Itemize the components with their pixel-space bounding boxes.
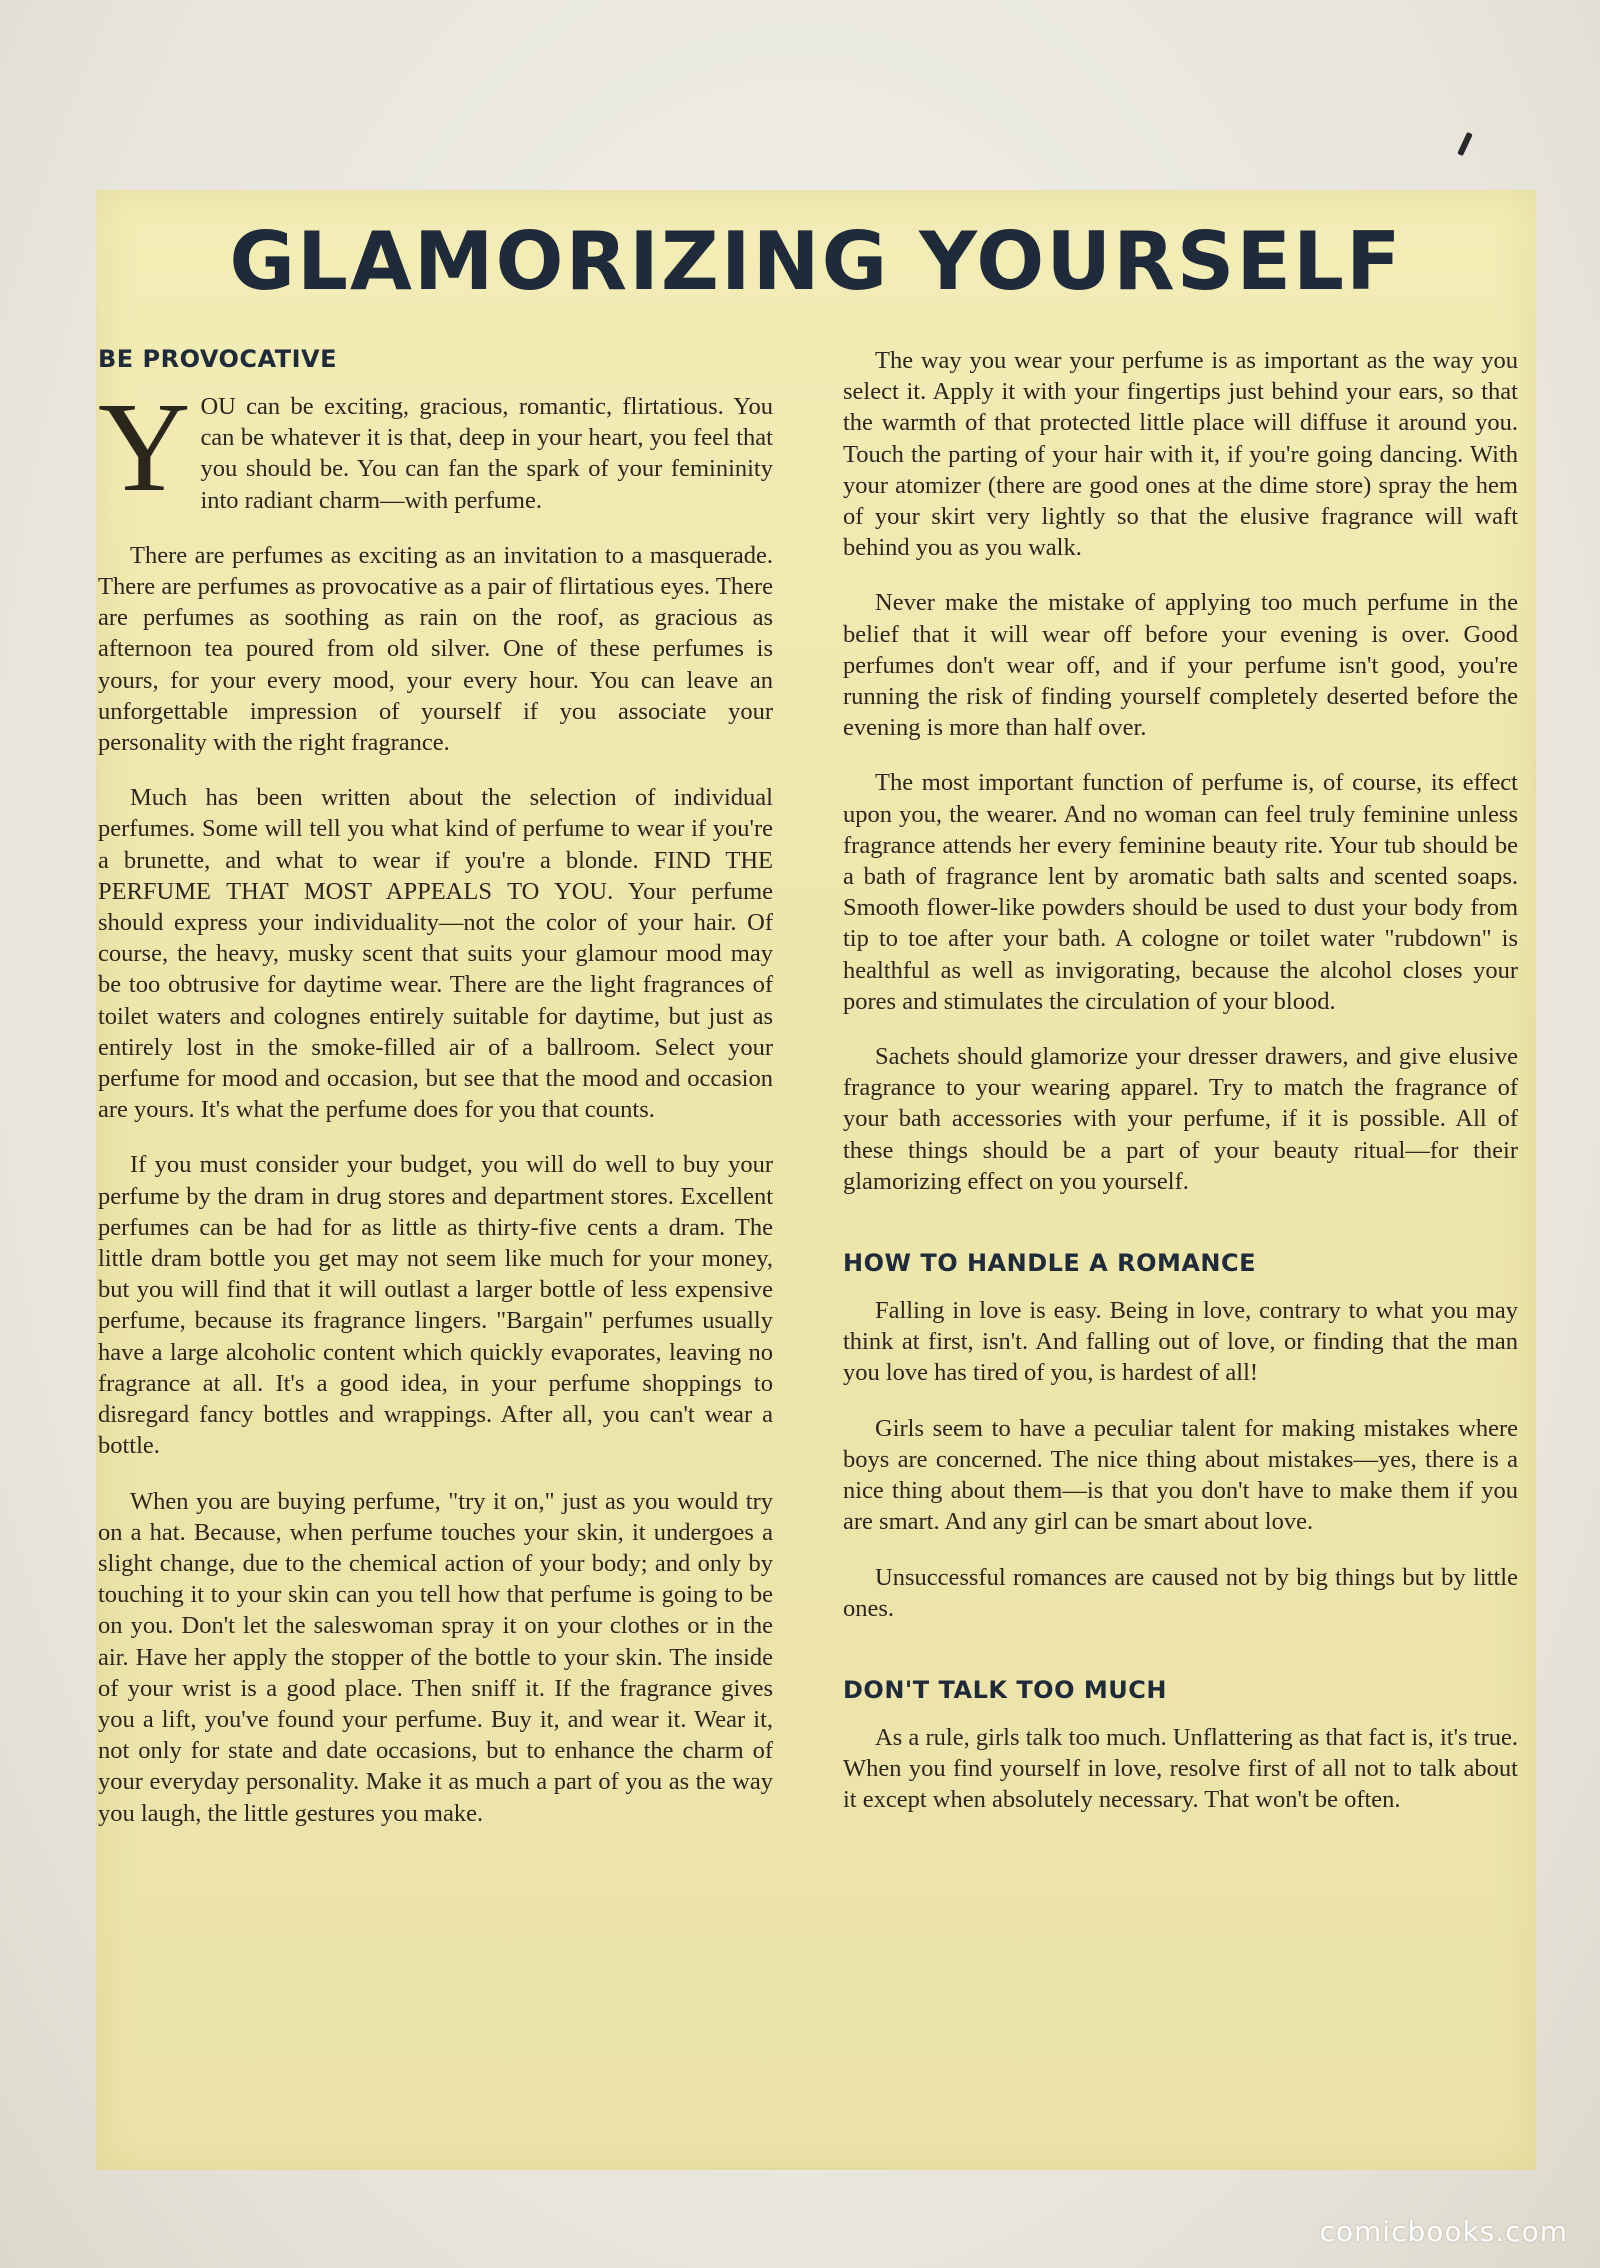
paragraph: If you must consider your budget, you will do well to buy your perfume by the dram in drug stores and department stores. Excellent perfumes can be had for as little as thirty-five cents a dram. The little dram bottle you get may not seem like much for your money, but you will find that it will outlast a larger bottle of less expensive perfume, because its fragrance lingers. "Bargain" perfumes usually have a large alcoholic content which quickly evaporates, leaving no fragrance at all. It's a good idea, in your perfume shoppings to disregard fancy bottles and wrappings. After all, you can't wear a bottle.	[98, 1151, 773, 1460]
paragraph: Sachets should glamorize your dresser drawers, and give elusive fragrance to your wearing apparel. Try to match the fragrance of your bath accessories with your perfume, if it is possible. All of these things should be a part of your beauty ritual—for their glamorizing effect on you yourself.	[843, 1043, 1518, 1195]
watermark: comicbooks.com	[1319, 2215, 1568, 2248]
drop-cap: Y	[98, 376, 191, 518]
paragraph: There are perfumes as exciting as an invitation to a masquerade. There are perfumes as provocative as a pair of flirtatious eyes. There are perfumes as soothing as rain on the roof, as gracious as afternoon tea poured from old silver. One of these perfumes is yours, for your every mood, your every hour. You can leave an unforgettable impression of yourself if you associate your personality with the right fragrance.	[98, 541, 773, 757]
paragraph: When you are buying perfume, "try it on," just as you would try on a hat. Because, when perfume touches your skin, it undergoes a slight change, due to the chemical action of your body; and only by touching it to your skin can you tell how that perfume is going to be on you. Don't let the saleswoman spray it on your clothes or in the air. Have her apply the stopper of the bottle to your skin. The inside of your wrist is a good place. Then sniff it. If the fragrance gives you a lift, you've found your perfume. Buy it, and wear it. Wear it, not only for state and date occasions, but to enhance the charm of your everyday personality. Make it as much a part of you as the way you laugh, the little gestures you make.	[98, 1487, 773, 1827]
left-column	[98, 345, 773, 2160]
article-title: GLAMORIZING YOURSELF	[229, 215, 1403, 308]
paragraph: Much has been written about the selection of individual perfumes. Some will tell you what kind of perfume to wear if you're a brunette, and what to wear if you're a blonde. FIND THE PERFUME THAT MOST APPEALS TO YOU. Your perfume should express your individuality—not the color of your hair. Of course, the heavy, musky scent that suits your glamour mood may be too obtrusive for daytime wear. There are the light fragrances of toilet waters and colognes entirely suitable for daytime, but just as entirely lost in the smoke-filled air of a ballroom. Select your perfume for mood and occasion, but see that the mood and occasion are yours. It's what the perfume does for you that counts.	[98, 784, 773, 1124]
section-heading-romance: HOW TO HANDLE A ROMANCE	[843, 1249, 1257, 1278]
paragraph: The most important function of perfume is, of course, its effect upon you, the wearer. And no woman can feel truly feminine unless fragrance attends her every feminine beauty rite. Your tub should be a bath of fragrance lent by aromatic bath salts and scented soaps. Smooth flower-like powders should be used to dust your body from tip to toe after your bath. A cologne or toilet water "rubdown" is healthful as well as invigorating, because the alcohol closes your pores and stimulates the circulation of your blood.	[843, 769, 1518, 1015]
paragraph: Falling in love is easy. Being in love, contrary to what you may think at first, isn't. And falling out of love, or finding that the man you love has tired of you, is hardest of all!	[843, 1297, 1518, 1387]
paragraph: Girls seem to have a peculiar talent for making mistakes where boys are concerned. The nice thing about mistakes—yes, there is a nice thing about them—is that you don't have to make them if you are smart. And any girl can be smart about love.	[843, 1414, 1518, 1536]
paragraph: Unsuccessful romances are caused not by big things but by little ones.	[843, 1563, 1518, 1622]
section-heading-provocative: BE PROVOCATIVE	[98, 345, 338, 373]
section-heading-talk: DON'T TALK TOO MUCH	[843, 1675, 1167, 1704]
paragraph: YOU can be exciting, gracious, romantic, flirtatious. You can be whatever it is that, deep in your heart, you feel that you should be. You can fan the spark of your femininity into radiant charm—with perfume.	[98, 376, 773, 518]
right-column	[843, 345, 1518, 2160]
paragraph: As a rule, girls talk too much. Unflattering as that fact is, it's true. When you find yourself in love, resolve first of all not to talk about it except when absolutely necessary. That won't be often.	[843, 1723, 1518, 1814]
paragraph: The way you wear your perfume is as important as the way you select it. Apply it with your fingertips just behind your ears, so that the warmth of that protected little place will diffuse it around you. Touch the parting of your hair with it, if you're going dancing. With your atomizer (there are good ones at the dime store) spray the hem of your skirt very lightly so that the elusive fragrance will waft behind you as you walk.	[843, 347, 1518, 562]
paragraph: Never make the mistake of applying too much perfume in the belief that it will wear off before your evening is over. Good perfumes don't wear off, and if your perfume isn't good, you're running the risk of finding yourself completely deserted before the evening is more than half over.	[843, 589, 1518, 742]
